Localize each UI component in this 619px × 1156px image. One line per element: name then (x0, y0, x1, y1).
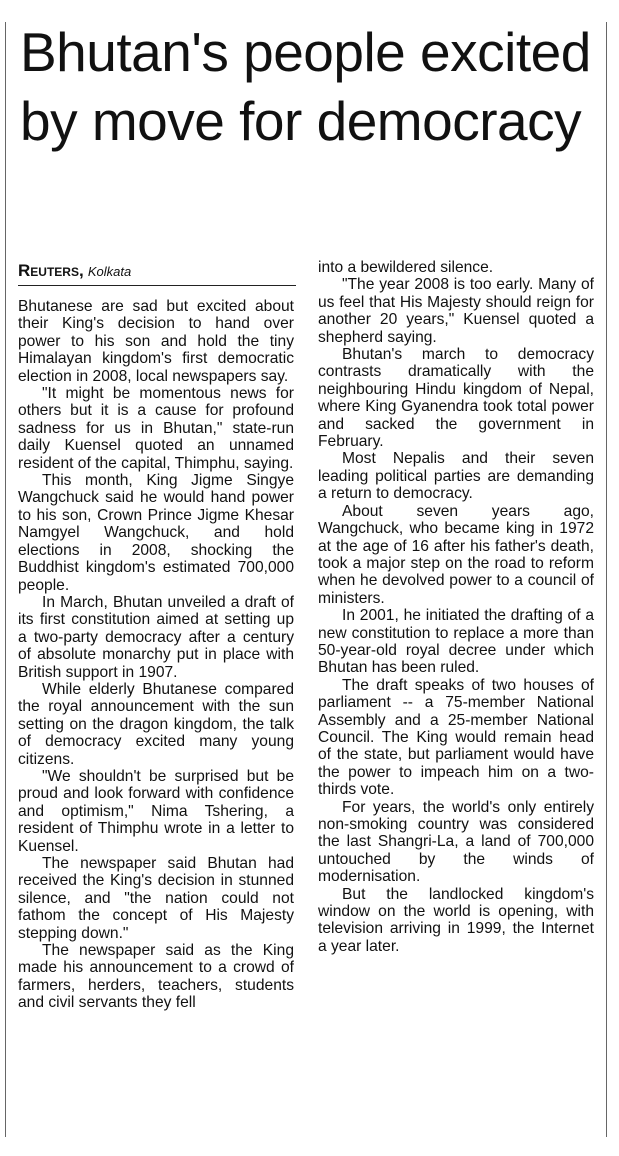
article-paragraph: In 2001, he initiated the drafting of a new constitution to replace a more than 50-year-old royal decree under which Bhutan has been ruled. (318, 607, 594, 677)
article-paragraph: "We shouldn't be surprised but be proud and look forward with confidence and optimism," Nima Tshering, a resident of Thimphu wrote in a letter to Kuensel. (18, 767, 294, 855)
byline-location: Kolkata (87, 264, 132, 279)
article-paragraph: But the landlocked kingdom's window on the world is opening, with television arriving in 1999, the Internet a year later. (318, 885, 594, 955)
article-paragraph: For years, the world's only entirely non-smoking country was considered the last Shangri-La, a land of 700,000 untouched by the winds of modernisation. (318, 798, 594, 886)
article-column-right (318, 259, 594, 955)
article-paragraph: The draft speaks of two houses of parliament -- a 75-member National Assembly and a 25-member National Council. The King would remain head of the state, but parliament would have the power to impeach him on a two-thirds vote. (318, 676, 594, 799)
article-paragraph: Bhutan's march to democracy contrasts dramatically with the neighbouring Hindu kingdom of Nepal, where King Gyanendra took total power and sacked the government in February. (318, 346, 594, 451)
article-paragraph: This month, King Jigme Singye Wangchuck said he would hand power to his son, Crown Prince Jigme Khesar Namgyel Wangchuck, and hold elections in 2008, shocking the Buddhist kingdom's estimated 700,000 people. (18, 472, 294, 594)
article-paragraph: About seven years ago, Wangchuck, who became king in 1972 at the age of 16 after his father's death, took a major step on the road to reform when he devolved power to a council of ministers. (318, 502, 594, 607)
article-paragraph: Bhutanese are sad but excited about their King's decision to hand over power to his son and hold the tiny Himalayan kingdom's first democratic election in 2008, local newspapers say. (18, 298, 294, 385)
article-paragraph: "It might be momentous news for others but it is a cause for profound sadness for us in Bhutan," state-run daily Kuensel quoted an unnamed resident of the capital, Thimphu, saying. (18, 385, 294, 472)
byline (18, 262, 296, 286)
article-paragraph: into a bewildered silence. (318, 259, 494, 276)
article-paragraph: The newspaper said as the King made his announcement to a crowd of farmers, herders, teachers, students and civil servants they fell (18, 942, 294, 1012)
article-paragraph: "The year 2008 is too early. Many of us feel that His Majesty should reign for another 20 years," Kuensel quoted a shepherd saying. (318, 276, 594, 346)
article-paragraph: While elderly Bhutanese compared the royal announcement with the sun setting on the dragon kingdom, the talk of democracy excited many young citizens. (18, 680, 294, 768)
byline-agency: Reuters, (18, 261, 84, 280)
article-paragraph: In March, Bhutan unveiled a draft of its first constitution aimed at setting up a two-party democracy after a century of absolute monarchy put in place with British support in 1907. (18, 593, 294, 681)
article-paragraph: The newspaper said Bhutan had received the King's decision in stunned silence, and "the nation could not fathom the concept of His Majesty stepping down." (18, 855, 294, 942)
left-column-rule (5, 22, 6, 1137)
right-column-rule (606, 22, 607, 1137)
article-headline: Bhutan's people excited by move for democracy (20, 21, 591, 152)
article-paragraph: Most Nepalis and their seven leading political parties are demanding a return to democracy. (318, 450, 594, 503)
article-column-left (18, 298, 294, 1012)
